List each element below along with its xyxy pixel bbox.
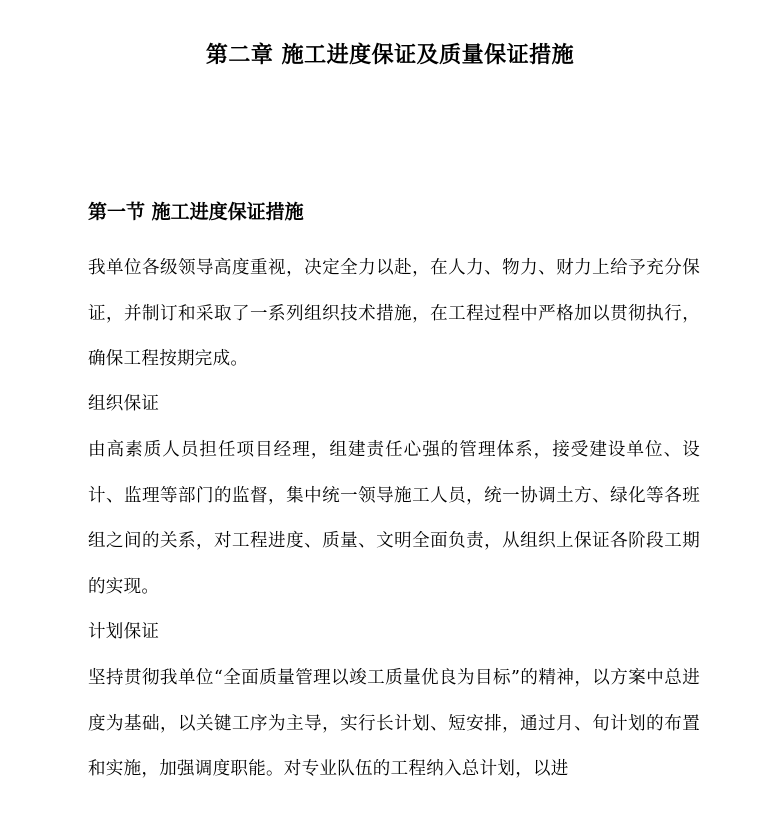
paragraph-intro: 我单位各级领导高度重视，决定全力以赴，在人力、物力、财力上给予充分保证，并制订和采取了一系列组织技术措施，在工程过程中严格加以贯彻执行，确保工程按期完成。 bbox=[88, 258, 700, 370]
chapter-title: 第二章 施工进度保证及质量保证措施 bbox=[205, 43, 575, 68]
paragraph-planning: 坚持贯彻我单位“全面质量管理以竣工质量优良为目标”的精神，以方案中总进度为基础，以关键工序为主导，实行长计划、短安排，通过月、旬计划的布置和实施，加强调度职能。对专业队伍的工程纳入总计划，以进 bbox=[88, 668, 700, 780]
subheading-planning: 计划保证 bbox=[88, 622, 160, 642]
section-title: 第一节 施工进度保证措施 bbox=[88, 201, 304, 223]
subheading-organization: 组织保证 bbox=[88, 394, 160, 414]
paragraph-organization: 由高素质人员担任项目经理，组建责任心强的管理体系，接受建设单位、设计、监理等部门的监督，集中统一领导施工人员，统一协调土方、绿化等各班组之间的关系，对工程进度、质量、文明全面负责，从组织上保证各阶段工期的实现。 bbox=[88, 440, 700, 597]
